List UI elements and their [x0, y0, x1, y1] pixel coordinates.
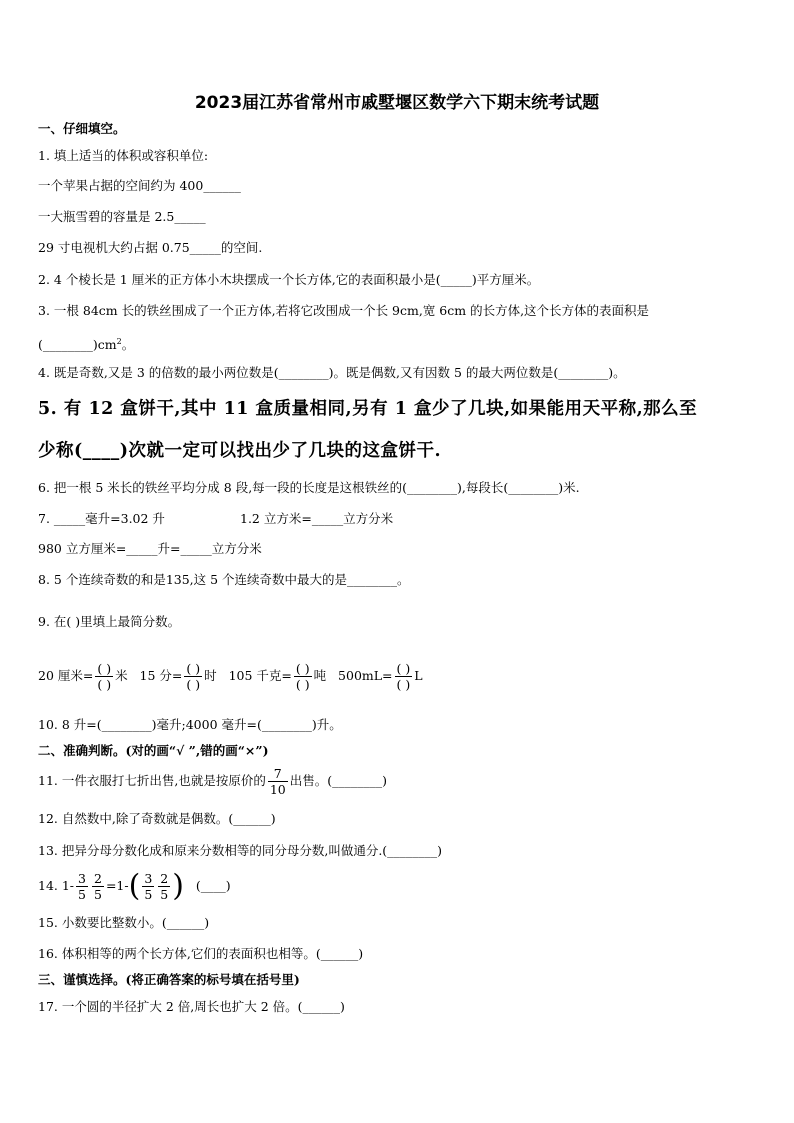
denominator: 5: [78, 887, 86, 902]
q9-fraction-2: [184, 661, 202, 692]
numerator: 3: [78, 871, 86, 886]
numerator: 7: [268, 766, 288, 782]
numerator-blank: ( ): [186, 661, 201, 676]
question-11-text: 11. 一件衣服打七折出售,也就是按原价的: [38, 773, 266, 788]
q9-part-2-label: 15 分=: [139, 668, 183, 683]
question-12: 12. 自然数中,除了奇数就是偶数。(______): [38, 811, 276, 826]
question-15: 15. 小数要比整数小。(______): [38, 915, 210, 930]
q14-equals: =1-: [105, 878, 129, 893]
q9-fraction-4: [395, 661, 413, 692]
question-7-item-a: 7. _____毫升=3.02 升: [38, 511, 165, 526]
question-7-item-c: 980 立方厘米=_____升=_____立方分米: [38, 541, 262, 556]
question-1-item-b: 一大瓶雪碧的容量是 2.5_____: [38, 209, 206, 224]
denominator: 5: [93, 887, 102, 902]
section-heading-1: 一、仔细填空。: [38, 121, 126, 136]
question-1-item-a: 一个苹果占据的空间约为 400______: [38, 178, 241, 193]
question-3-end: 。: [121, 337, 135, 353]
question-3-blank: (________)cm: [38, 337, 117, 353]
question-9-stem: 9. 在( )里填上最简分数。: [38, 614, 181, 629]
question-11-end: 出售。(________): [289, 773, 387, 788]
section-heading-3: 三、谨慎选择。(将正确答案的标号填在括号里): [38, 972, 300, 987]
question-10: 10. 8 升=(________)毫升;4000 毫升=(________)升。: [38, 717, 342, 732]
q9-part-3-unit: 吨: [313, 668, 327, 683]
right-paren: ): [172, 868, 184, 904]
q9-fraction-1: [95, 661, 113, 692]
question-3-line-1: 3. 一根 84cm 长的铁丝围成了一个正方体,若将它改围成一个长 9cm,宽 6cm 的长方体,这个长方体的表面积是: [38, 303, 650, 318]
q9-fraction-3: [294, 661, 312, 692]
question-5-line-1: 5. 有 12 盒饼干,其中 11 盒质量相同,另有 1 盒少了几块,如果能用天平称,那么至: [38, 399, 698, 419]
q9-part-4-unit: L: [414, 668, 423, 683]
q9-part-2-unit: 时: [204, 668, 217, 683]
question-4: 4. 既是奇数,又是 3 的倍数的最小两位数是(________)。既是偶数,又有因数 5 的最大两位数是(________)。: [38, 365, 626, 380]
q9-part-1-unit: 米: [115, 668, 128, 683]
question-3-line-2: [38, 334, 134, 353]
numerator-blank: ( ): [295, 661, 310, 676]
q9-part-3-label: 105 千克=: [228, 668, 292, 683]
q11-fraction: [268, 766, 288, 797]
numerator: 3: [144, 871, 153, 886]
section-heading-2: 二、准确判断。(对的画“√ ”,错的画“×”): [38, 743, 269, 758]
question-14: [38, 866, 231, 906]
denominator-blank: ( ): [295, 677, 310, 692]
question-11: [38, 764, 387, 798]
question-2: 2. 4 个棱长是 1 厘米的正方体小木块摆成一个长方体,它的表面积最小是(_____)平方厘米。: [38, 272, 540, 287]
question-8: 8. 5 个连续奇数的和是135,这 5 个连续奇数中最大的是________。: [38, 572, 410, 587]
question-13: 13. 把异分母分数化成和原来分数相等的同分母分数,叫做通分.(________): [38, 843, 443, 858]
q9-part-4-label: 500mL=: [338, 668, 393, 683]
denominator-blank: ( ): [97, 677, 112, 692]
numerator-blank: ( ): [396, 661, 411, 676]
question-1-stem: 1. 填上适当的体积或容积单位:: [38, 148, 209, 163]
denominator: 5: [144, 887, 153, 902]
denominator-blank: ( ): [186, 677, 201, 692]
q14-fraction-3: [142, 871, 154, 902]
left-paren: (: [128, 868, 141, 904]
question-17: 17. 一个圆的半径扩大 2 倍,周长也扩大 2 倍。(______): [38, 999, 345, 1014]
question-5-line-2: 少称(____)次就一定可以找出少了几块的这盒饼干.: [38, 441, 442, 461]
denominator-blank: ( ): [396, 677, 411, 692]
question-7-item-b: 1.2 立方米=_____立方分米: [240, 511, 394, 526]
denominator: 10: [269, 782, 286, 797]
q14-fraction-4: [158, 871, 170, 902]
question-6: 6. 把一根 5 米长的铁丝平均分成 8 段,每一段的长度是这根铁丝的(________),每段长(________)米.: [38, 480, 580, 495]
question-16: 16. 体积相等的两个长方体,它们的表面积也相等。(______): [38, 946, 364, 961]
page-title: 2023届江苏省常州市戚墅堰区数学六下期末统考试题: [194, 93, 600, 113]
q14-label: 14. 1-: [38, 878, 75, 893]
numerator: 2: [93, 871, 102, 886]
q14-fraction-1: [76, 871, 88, 902]
superscript: 2: [116, 337, 122, 346]
numerator-blank: ( ): [97, 661, 112, 676]
q14-answer-blank: (____): [195, 878, 231, 893]
numerator: 2: [160, 871, 169, 886]
question-1-item-c: 29 寸电视机大约占据 0.75_____的空间.: [38, 240, 263, 255]
denominator: 5: [160, 887, 169, 902]
q9-part-1-label: 20 厘米=: [38, 668, 94, 683]
question-9-fractions: [38, 656, 423, 696]
q14-fraction-2: [92, 871, 104, 902]
